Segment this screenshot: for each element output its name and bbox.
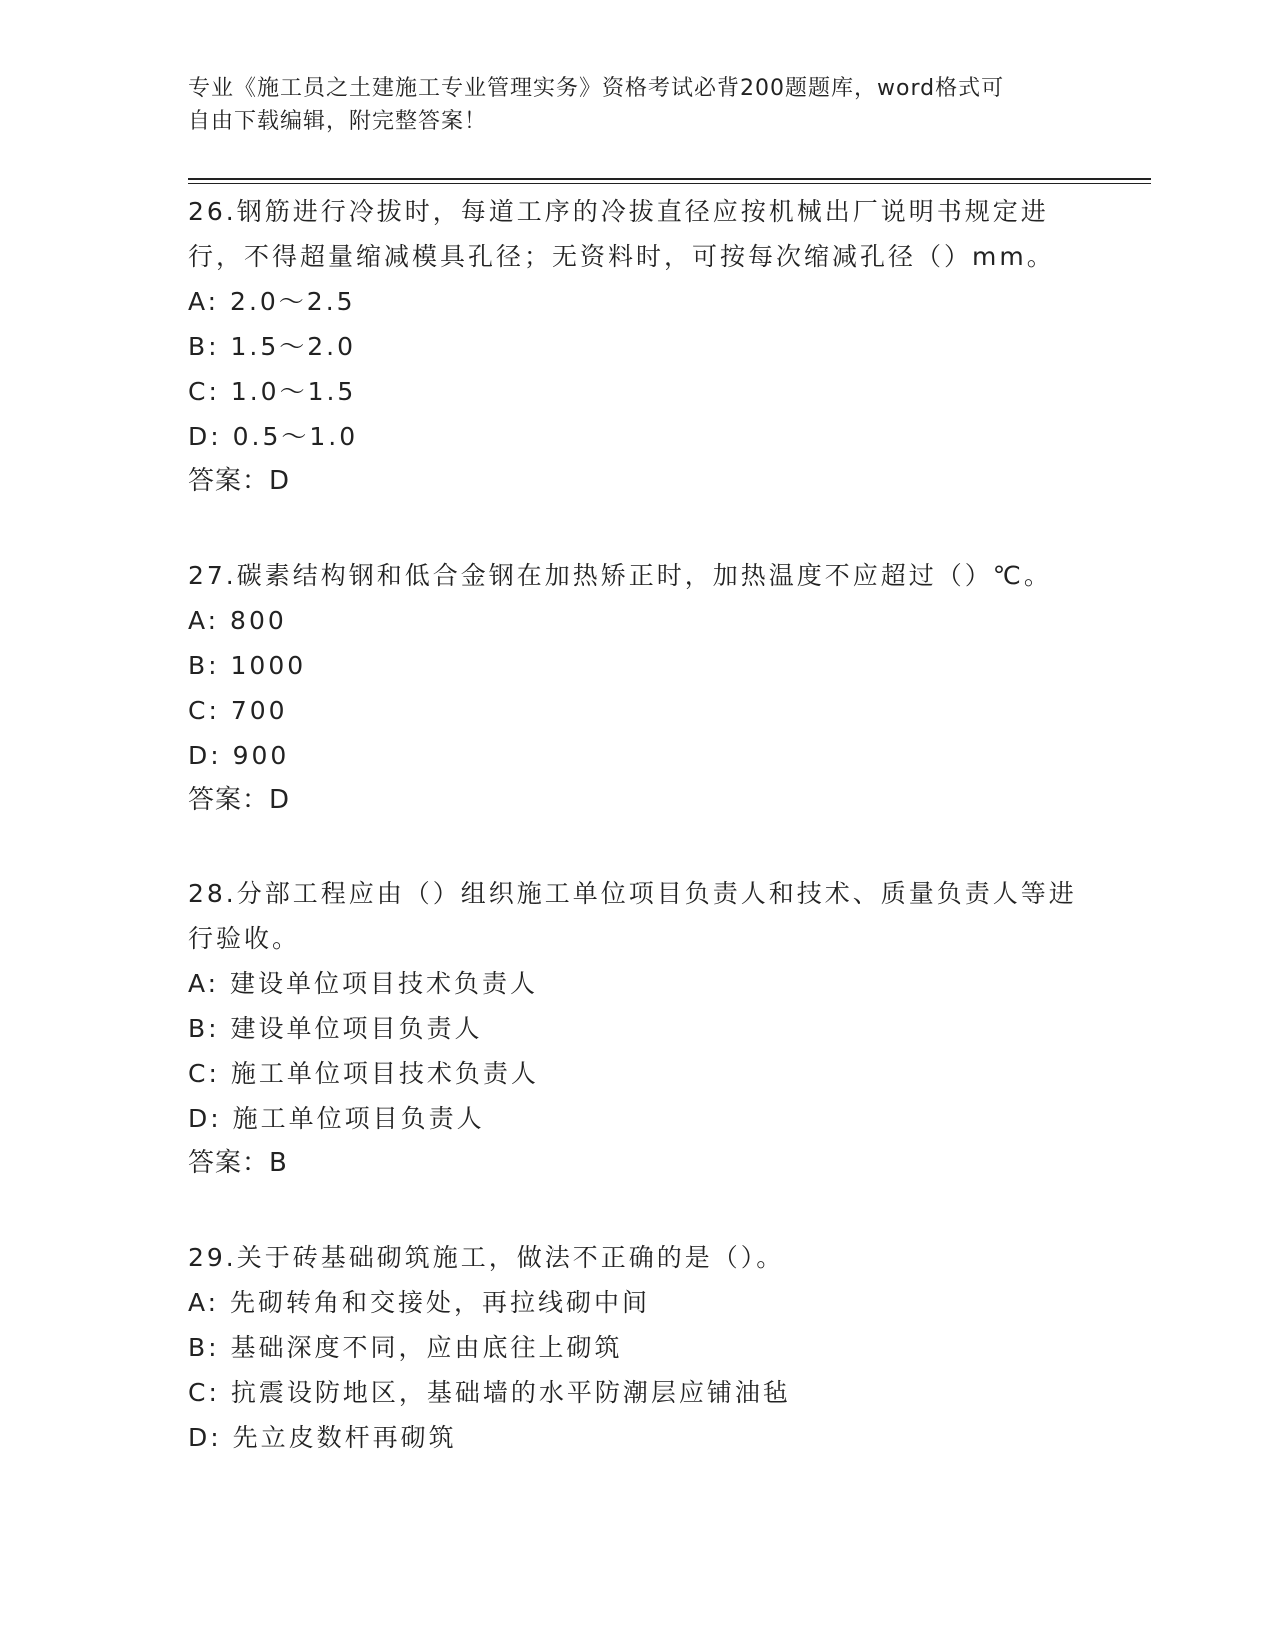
header-divider-thick	[188, 178, 1151, 180]
option-b: B: 1000	[188, 651, 307, 680]
option-d: D: 900	[188, 741, 290, 770]
option-a: A: 先砌转角和交接处，再拉线砌中间	[188, 1288, 651, 1317]
question-stem: 26.钢筋进行冷拔时，每道工序的冷拔直径应按机械出厂说明书规定进行，不得超量缩减模具孔径；无资料时，可按每次缩减孔径（）mm。	[188, 197, 1055, 271]
option-a: A: 2.0～2.5	[188, 287, 356, 316]
option-a: A: 建设单位项目技术负责人	[188, 969, 539, 998]
document-header	[188, 72, 1088, 138]
option-d: D: 0.5～1.0	[188, 422, 359, 451]
answer: 答案：D	[188, 466, 291, 496]
question-26	[188, 189, 1088, 504]
question-27	[188, 553, 1088, 823]
option-d: D: 施工单位项目负责人	[188, 1104, 485, 1133]
option-c: C: 1.0～1.5	[188, 377, 357, 406]
option-b: B: 建设单位项目负责人	[188, 1014, 483, 1043]
option-c: C: 700	[188, 696, 288, 725]
option-b: B: 基础深度不同，应由底往上砌筑	[188, 1333, 623, 1362]
question-stem: 29.关于砖基础砌筑施工，做法不正确的是（）。	[188, 1243, 785, 1272]
header-line-1: 专业《施工员之土建施工专业管理实务》资格考试必背200题题库，word格式可	[188, 76, 1005, 101]
option-a: A: 800	[188, 606, 287, 635]
question-28	[188, 871, 1088, 1186]
option-c: C: 抗震设防地区，基础墙的水平防潮层应铺油毡	[188, 1378, 791, 1407]
header-divider-thin	[188, 183, 1151, 184]
question-stem: 28.分部工程应由（）组织施工单位项目负责人和技术、质量负责人等进行验收。	[188, 879, 1077, 953]
question-29	[188, 1235, 1088, 1460]
option-d: D: 先立皮数杆再砌筑	[188, 1423, 457, 1452]
answer: 答案：D	[188, 785, 291, 815]
header-line-2: 自由下载编辑，附完整答案！	[188, 109, 488, 134]
answer: 答案：B	[188, 1148, 288, 1178]
option-b: B: 1.5～2.0	[188, 332, 357, 361]
option-c: C: 施工单位项目技术负责人	[188, 1059, 539, 1088]
question-stem: 27.碳素结构钢和低合金钢在加热矫正时，加热温度不应超过（）℃。	[188, 561, 1052, 590]
